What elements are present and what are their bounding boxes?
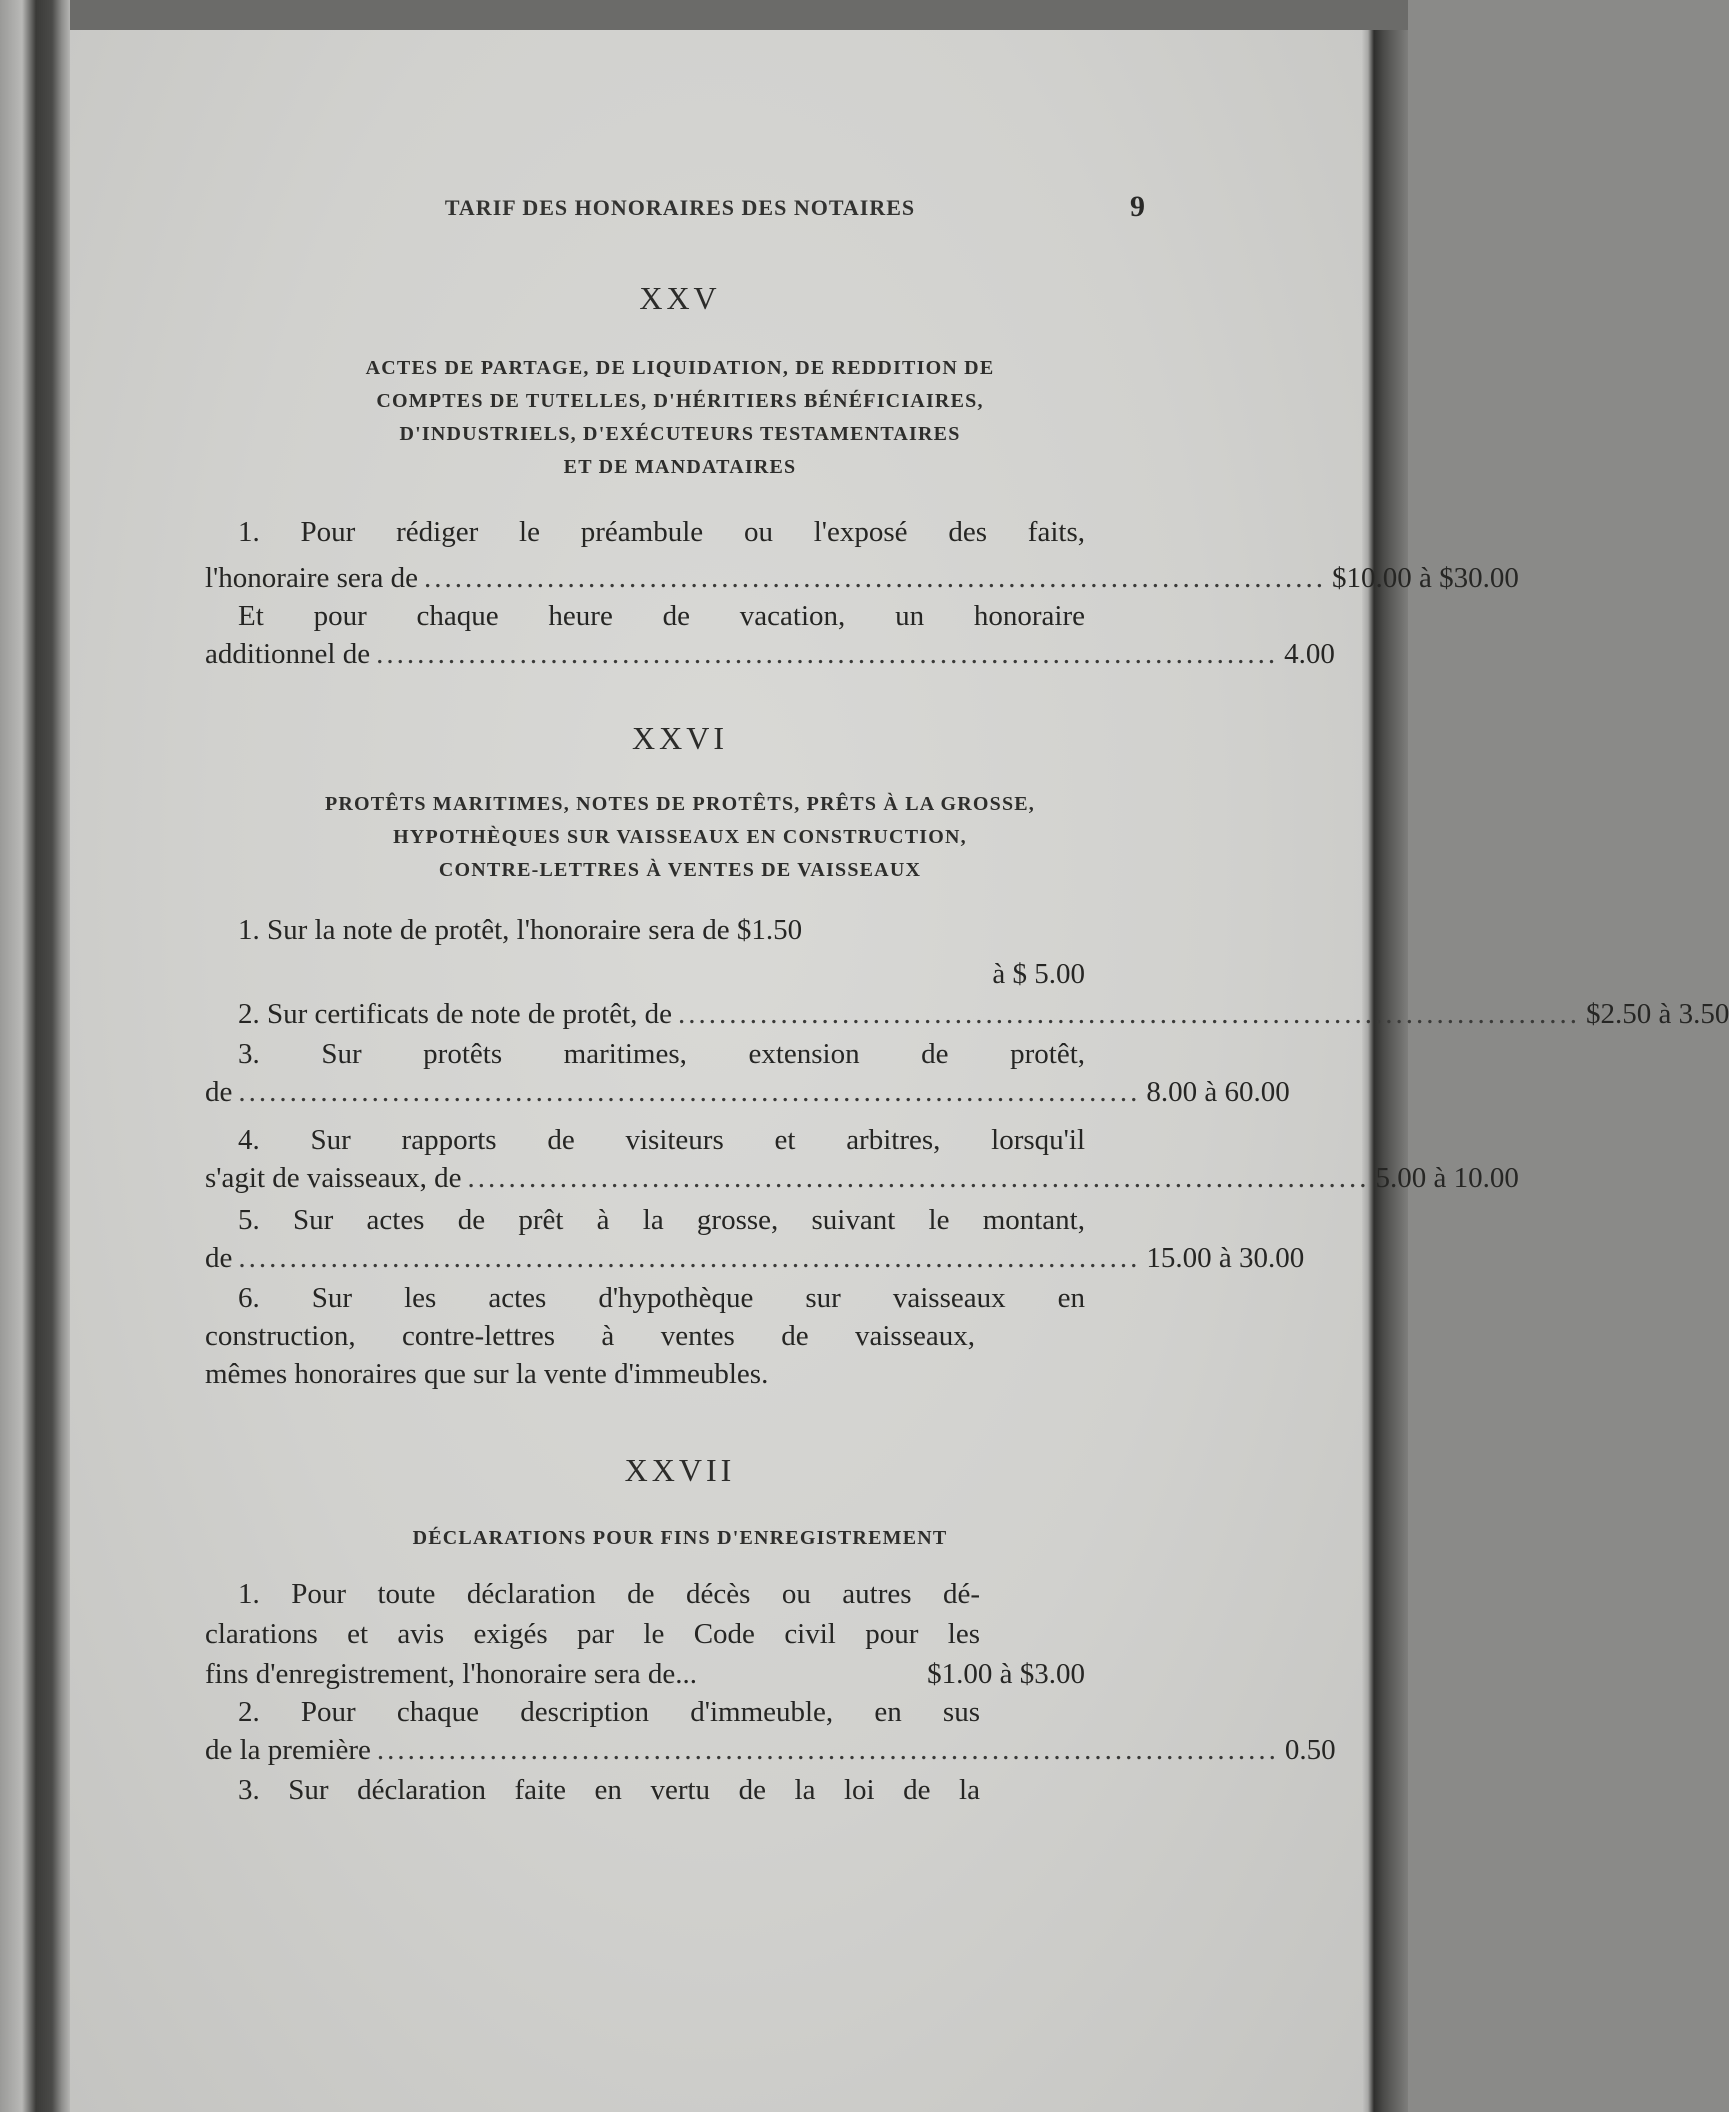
text-line: Et pour chaque heure de vacation, un honoraire: [238, 600, 1085, 632]
fee-amount: 4.00: [1284, 638, 1335, 670]
fee-description: additionnel de: [205, 638, 371, 670]
text-line: 3. Sur déclaration faite en vertu de la loi de la: [238, 1774, 980, 1806]
section-title-line: DÉCLARATIONS POUR FINS D'ENREGISTREMENT: [412, 1527, 948, 1549]
fee-description: de: [205, 1242, 233, 1274]
text-line: clarations et avis exigés par le Code civil pour les: [205, 1618, 980, 1650]
book-page: [70, 30, 1729, 2112]
scan-border-top: [0, 0, 1408, 30]
fee-description: de: [205, 1076, 233, 1108]
dot-leader: ........................................................................................: [238, 1076, 1141, 1108]
fee-description: l'honoraire sera de: [205, 562, 418, 594]
section-title-line: ET DE MANDATAIRES: [563, 456, 797, 478]
fee-amount: 0.50: [1284, 1734, 1336, 1766]
running-head: TARIF DES HONORAIRES DES NOTAIRES: [444, 195, 916, 220]
section-numeral: XXV: [639, 280, 721, 316]
fee-amount: 5.00 à 10.00: [1375, 1162, 1519, 1194]
fee-amount: 8.00 à 60.00: [1146, 1076, 1290, 1108]
fee-amount: $10.00 à $30.00: [1331, 562, 1519, 594]
text-line: 2. Pour chaque description d'immeuble, en sus: [238, 1696, 980, 1728]
text-line: 1. Pour toute déclaration de décès ou autres dé-: [238, 1578, 980, 1610]
fee-amount: 15.00 à 30.00: [1146, 1242, 1305, 1274]
dot-leader: ........................................................................................: [423, 562, 1326, 594]
section-title-line: PROTÊTS MARITIMES, NOTES DE PROTÊTS, PRÊTS À LA GROSSE,: [324, 793, 1036, 815]
fee-line: [205, 1732, 1336, 1768]
fee-line: [238, 996, 1729, 1032]
fee-description: 2. Sur certificats de note de protêt, de: [238, 998, 673, 1030]
page-content: [70, 30, 1729, 2112]
text-line: 1. Sur la note de protêt, l'honoraire sera de $1.50: [238, 914, 803, 946]
text-line: 5. Sur actes de prêt à la grosse, suivant le montant,: [238, 1204, 1085, 1236]
text-line: 3. Sur protêts maritimes, extension de protêt,: [238, 1038, 1085, 1070]
section-title-line: CONTRE-LETTRES À VENTES DE VAISSEAUX: [438, 859, 922, 881]
page-edge-right: [1362, 30, 1408, 2112]
text-line: construction, contre-lettres à ventes de vaisseaux,: [205, 1320, 975, 1352]
fee-amount: $2.50 à 3.50: [1586, 998, 1729, 1030]
fee-line: [205, 1240, 1305, 1276]
section-title-line: HYPOTHÈQUES SUR VAISSEAUX EN CONSTRUCTION,: [393, 826, 967, 848]
section-title-line: D'INDUSTRIELS, D'EXÉCUTEURS TESTAMENTAIRES: [399, 423, 961, 445]
book-binding: [0, 0, 70, 2112]
fee-description: s'agit de vaisseaux, de: [205, 1162, 462, 1194]
dot-leader: ........................................................................................: [238, 1242, 1141, 1274]
section-title: [190, 1522, 1170, 1555]
section-numeral: XXVI: [632, 720, 728, 756]
text-line: 6. Sur les actes d'hypothèque sur vaisseaux en: [238, 1282, 1085, 1314]
fee-line: [205, 1160, 1519, 1196]
text-line: mêmes honoraires que sur la vente d'immeubles.: [205, 1358, 769, 1390]
page-number: 9: [1130, 190, 1145, 223]
dot-leader: ........................................................................................: [678, 998, 1581, 1030]
fee-line: [205, 1656, 1085, 1692]
section-numeral: XXVII: [624, 1452, 736, 1488]
fee-line: [205, 636, 1335, 672]
section-title: [190, 788, 1170, 887]
section-title-line: ACTES DE PARTAGE, DE LIQUIDATION, DE REDDITION DE: [365, 357, 995, 379]
dot-leader: ........................................................................................: [467, 1162, 1370, 1194]
section-title-line: COMPTES DE TUTELLES, D'HÉRITIERS BÉNÉFICIAIRES,: [376, 390, 984, 412]
text-line: à $ 5.00: [992, 958, 1085, 990]
fee-line: [205, 560, 1519, 596]
dot-leader: ........................................................................................: [376, 1734, 1279, 1766]
section-title: [190, 352, 1170, 484]
dot-leader: ........................................................................................: [376, 638, 1279, 670]
text-line: 4. Sur rapports de visiteurs et arbitres, lorsqu'il: [238, 1124, 1085, 1156]
fee-description: fins d'enregistrement, l'honoraire sera de...: [205, 1658, 697, 1690]
text-line: 1. Pour rédiger le préambule ou l'exposé des faits,: [238, 516, 1085, 548]
fee-amount: $1.00 à $3.00: [927, 1658, 1085, 1690]
fee-line: [205, 1074, 1290, 1110]
fee-description: de la première: [205, 1734, 371, 1766]
